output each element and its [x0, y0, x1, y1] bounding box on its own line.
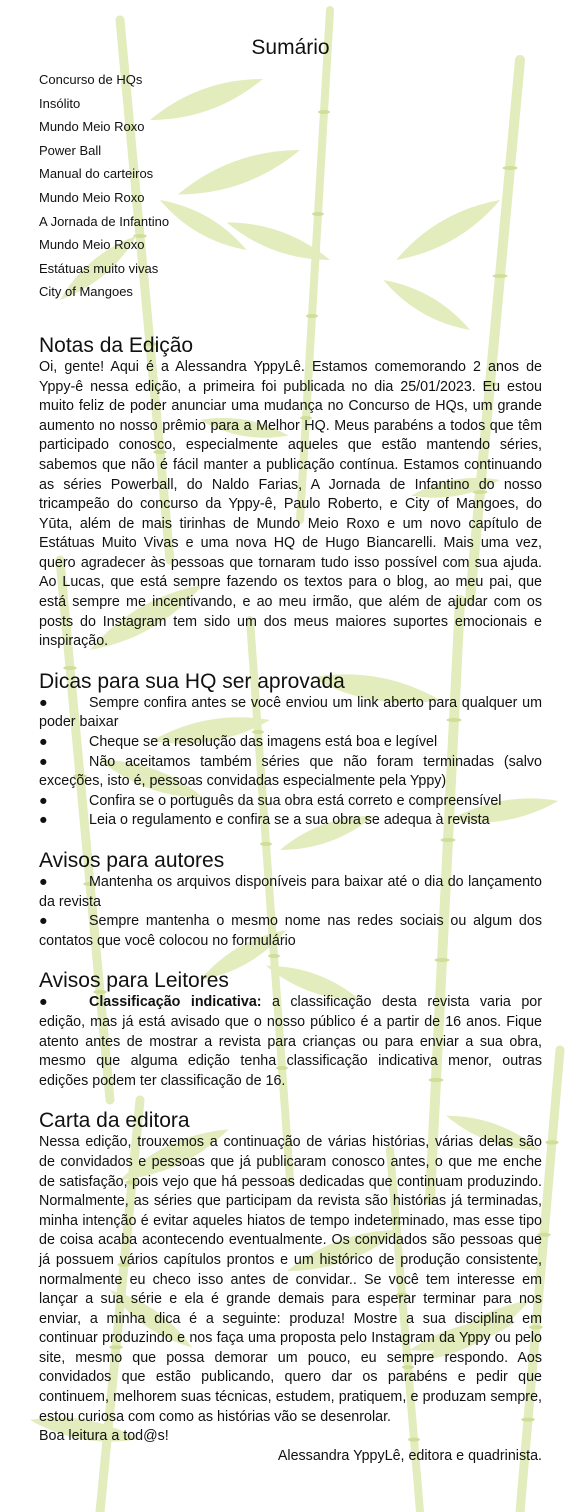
list-item: ● Mantenha os arquivos disponíveis para baixar até o dia do lançamento da revista — [39, 874, 542, 910]
section-heading: Avisos para Leitores — [39, 969, 229, 993]
rating-label: Classificação indicativa: — [89, 994, 262, 1011]
section-heading: Dicas para sua HQ ser aprovada — [39, 669, 345, 693]
toc-item[interactable]: Mundo Meio Roxo — [39, 189, 145, 205]
toc-item[interactable]: Mundo Meio Roxo — [39, 119, 145, 135]
bullet-icon: ● — [39, 994, 48, 1011]
section-leitores — [39, 969, 542, 1091]
list-item: ● Sempre confira antes se você enviou um link aberto para qualquer um poder baixar — [39, 694, 542, 731]
list-item: ● Classificação indicativa: a classificação desta revista varia por edição, mas já está avisado que o nosso público é a partir de 16 anos. Fique atento antes de mostrar a revista para crianças ou para enviar a sua obra, mesmo que alguma edição tenha classificação indicativa menor, outras edições podem ter classificação de 16. — [39, 994, 542, 1089]
page-title: Sumário — [251, 36, 330, 59]
list-item: ● Sempre mantenha o mesmo nome nas redes sociais ou algum dos contatos que você colocou no formulário — [39, 913, 542, 949]
notas-text: Oi, gente! Aqui é a Alessandra YppyLê. Estamos comemorando 2 anos de Yppy-ê nessa edição, a primeira foi publicada no dia 25/01/2023. Eu estou muito feliz de poder anunciar uma mudança no Concurso de HQs, um grande aumento no nosso prêmio para a Melhor HQ. Meus parabéns a todos que têm participado conosco, especialmente aqueles que estão mantendo séries, sabemos que não é fácil manter a publicação contínua. Estamos continuando as séries Powerball, do Naldo Farias, A Jornada de Infantino do nosso tricampeão do concurso da Yppy-ê, Paulo Roberto, e City of Mangoes, do Yūta, além de mais tirinhas de Mundo Meio Roxo e um novo capítulo de Estátuas Muito Vivas e uma nova HQ de Hugo Biancarelli. Mais uma vez, quero agradecer às pessoas que tornaram tudo isso possível com sua ajuda. Ao Lucas, que está sempre fazendo os textos para o blog, ao meu pai, que está sempre me incentivando, e ao meu irmão, que além de ajudar com os posts do Instagram tem sido um dos meus maiores suportes emocionais e inspiração. — [39, 358, 542, 650]
section-autores — [39, 849, 542, 951]
toc-item[interactable]: City of Mangoes — [39, 284, 133, 300]
bullet-icon: ● — [39, 694, 48, 711]
toc-item[interactable]: Mundo Meio Roxo — [39, 237, 145, 253]
toc-item[interactable]: Concurso de HQs — [39, 72, 143, 87]
toc-item[interactable]: Power Ball — [39, 142, 102, 158]
page-content — [39, 0, 542, 1466]
toc-item[interactable]: Insólito — [39, 95, 81, 111]
signature: Alessandra YppyLê, editora e quadrinista. — [277, 1447, 542, 1464]
bullet-icon: ● — [39, 812, 48, 829]
list-item: ● Cheque se a resolução das imagens está boa e legível — [39, 733, 542, 753]
section-heading: Carta da editora — [39, 1109, 190, 1133]
bullet-icon: ● — [39, 734, 48, 751]
toc-item[interactable]: Estátuas muito vivas — [39, 260, 159, 276]
section-carta — [39, 1109, 542, 1466]
toc-item[interactable]: A Jornada de Infantino — [39, 213, 170, 229]
bullet-icon: ● — [39, 792, 48, 809]
list-item: ● Não aceitamos também séries que não foram terminadas (salvo exceções, isto é, pessoas convidadas especialmente pela Yppy) — [39, 753, 542, 790]
section-dicas — [39, 670, 542, 831]
carta-text: Nessa edição, trouxemos a continuação de várias histórias, várias delas são de convidados e pessoas que já publicaram conosco antes, o que me enche de satisfação, pois vejo que há pessoas dedicadas que continuam produzindo. Normalmente, as séries que participam da revista são histórias já terminadas, minha intenção é evitar aqueles hiatos de tempo indeterminado, mas esse tipo de coisa acaba acontecendo eventualmente. Os convidados são pessoas que já possuem vários capítulos prontos e um histórico de produção consistente, normalmente eu checo isso antes de convidar.. Se você tem interesse em lançar a sua série e ela é grande demais para esperar terminar para nos enviar, a minha dica é a seguinte: produza! Mostre a sua disciplina em continuar produzindo e nos faça uma proposta pelo Instagram da Yppy ou pelo site, mesmo que possa demorar um pouco, eu sempre respondo. Aos convidados que estão publicando, quero dar os parabéns e pedir que continuem, melhorem suas técnicas, estudem, pratiquem, e produzam sempre, estou curiosa com como as histórias vão se desenrolar. — [39, 1134, 542, 1425]
section-heading: Notas da Edição — [39, 333, 194, 357]
bullet-icon: ● — [39, 874, 48, 890]
bullet-icon: ● — [39, 913, 48, 930]
list-item: ● Leia o regulamento e confira se a sua obra se adequa à revista — [39, 811, 542, 831]
bullet-icon: ● — [39, 753, 48, 770]
carta-closing: Boa leitura a tod@s! — [39, 1428, 169, 1445]
section-notas — [39, 334, 542, 652]
list-item: ● Confira se o português da sua obra está correto e compreensível — [39, 792, 542, 812]
section-heading: Avisos para autores — [39, 849, 225, 872]
toc-item[interactable]: Manual do carteiros — [39, 166, 154, 182]
table-of-contents — [39, 68, 542, 304]
